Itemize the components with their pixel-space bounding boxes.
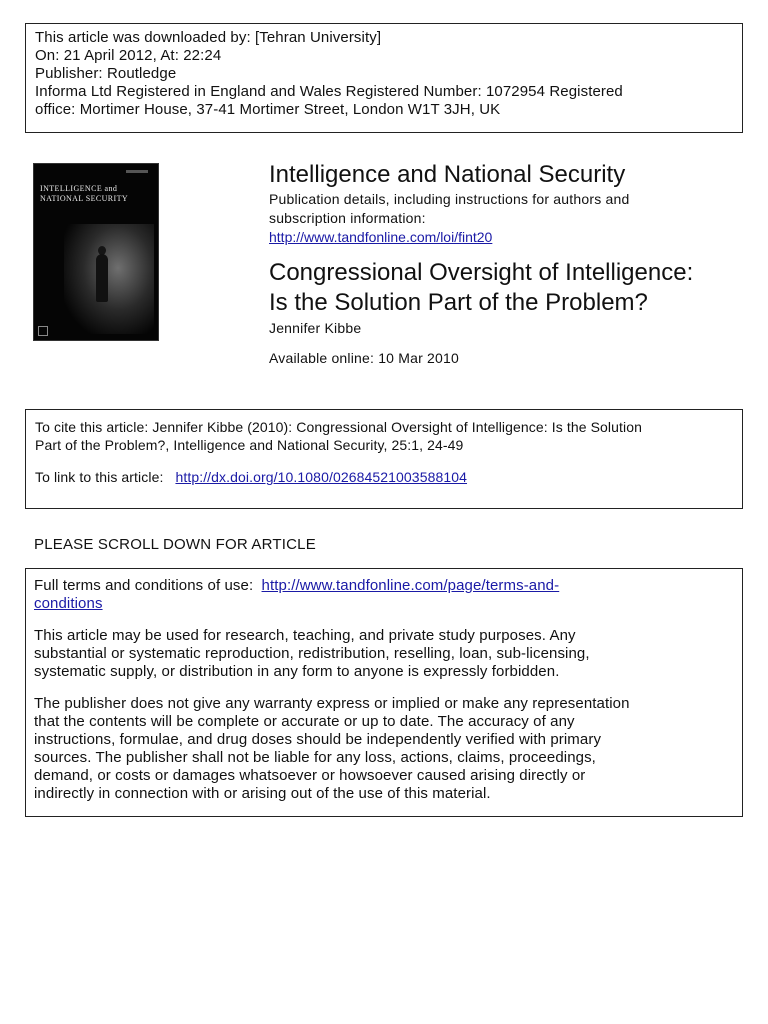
disclaimer-line: that the contents will be complete or accurate or up to date. The accuracy of any bbox=[34, 713, 575, 730]
terms-paragraph-line: This article may be used for research, teaching, and private study purposes. Any bbox=[34, 627, 576, 644]
publisher-logo-icon bbox=[38, 326, 48, 336]
article-link-row bbox=[35, 468, 467, 486]
disclaimer-line: The publisher does not give any warranty express or implied or make any representation bbox=[34, 695, 630, 712]
cover-title-line: INTELLIGENCE and bbox=[40, 184, 118, 193]
article-doi-link[interactable]: http://dx.doi.org/10.1080/02684521003588104 bbox=[175, 469, 468, 485]
disclaimer-line: demand, or costs or damages whatsoever or howsoever caused arising directly or bbox=[34, 767, 586, 784]
cover-title bbox=[40, 184, 128, 204]
download-date: On: 21 April 2012, At: 22:24 bbox=[35, 47, 222, 64]
publication-details: Publication details, including instructions for authors and bbox=[269, 191, 630, 207]
cover-figure bbox=[96, 254, 108, 302]
article-author: Jennifer Kibbe bbox=[269, 320, 362, 336]
terms-link-cont[interactable]: conditions bbox=[34, 595, 103, 612]
cover-title-line: NATIONAL SECURITY bbox=[40, 194, 129, 203]
cover-light bbox=[64, 224, 154, 334]
cover-tag bbox=[126, 170, 148, 173]
download-notice-box bbox=[25, 23, 743, 133]
article-title: Congressional Oversight of Intelligence: bbox=[269, 259, 694, 286]
terms-label: Full terms and conditions of use: bbox=[34, 577, 254, 594]
terms-intro bbox=[34, 577, 559, 595]
disclaimer-line: sources. The publisher shall not be liable for any loss, actions, claims, proceedings, bbox=[34, 749, 596, 766]
scroll-notice: PLEASE SCROLL DOWN FOR ARTICLE bbox=[34, 536, 316, 553]
terms-box bbox=[25, 568, 743, 817]
disclaimer-line: indirectly in connection with or arising out of the use of this material. bbox=[34, 785, 491, 802]
publisher: Publisher: Routledge bbox=[35, 65, 177, 82]
available-online-date: Available online: 10 Mar 2010 bbox=[269, 350, 460, 366]
download-line: This article was downloaded by: [Tehran University] bbox=[35, 29, 382, 46]
citation-text: To cite this article: Jennifer Kibbe (2010): Congressional Oversight of Intelligence: Is the Solution bbox=[35, 419, 642, 435]
terms-link[interactable]: http://www.tandfonline.com/page/terms-and- bbox=[261, 577, 560, 594]
article-title-cont: Is the Solution Part of the Problem? bbox=[269, 289, 648, 316]
terms-paragraph-line: systematic supply, or distribution in any form to anyone is expressly forbidden. bbox=[34, 663, 560, 680]
registration-line: Informa Ltd Registered in England and Wales Registered Number: 1072954 Registered bbox=[35, 83, 623, 100]
journal-cover-image bbox=[33, 163, 159, 341]
publication-details-cont: subscription information: bbox=[269, 210, 426, 226]
journal-url-link[interactable]: http://www.tandfonline.com/loi/fint20 bbox=[269, 229, 493, 245]
journal-title: Intelligence and National Security bbox=[269, 161, 626, 188]
citation-text-cont: Part of the Problem?, Intelligence and National Security, 25:1, 24-49 bbox=[35, 437, 464, 453]
terms-paragraph-line: substantial or systematic reproduction, redistribution, reselling, loan, sub-licensing, bbox=[34, 645, 590, 662]
registration-address: office: Mortimer House, 37-41 Mortimer Street, London W1T 3JH, UK bbox=[35, 101, 501, 118]
citation-box bbox=[25, 409, 743, 509]
article-link-label: To link to this article: bbox=[35, 469, 164, 485]
disclaimer-line: instructions, formulae, and drug doses should be independently verified with primary bbox=[34, 731, 602, 748]
